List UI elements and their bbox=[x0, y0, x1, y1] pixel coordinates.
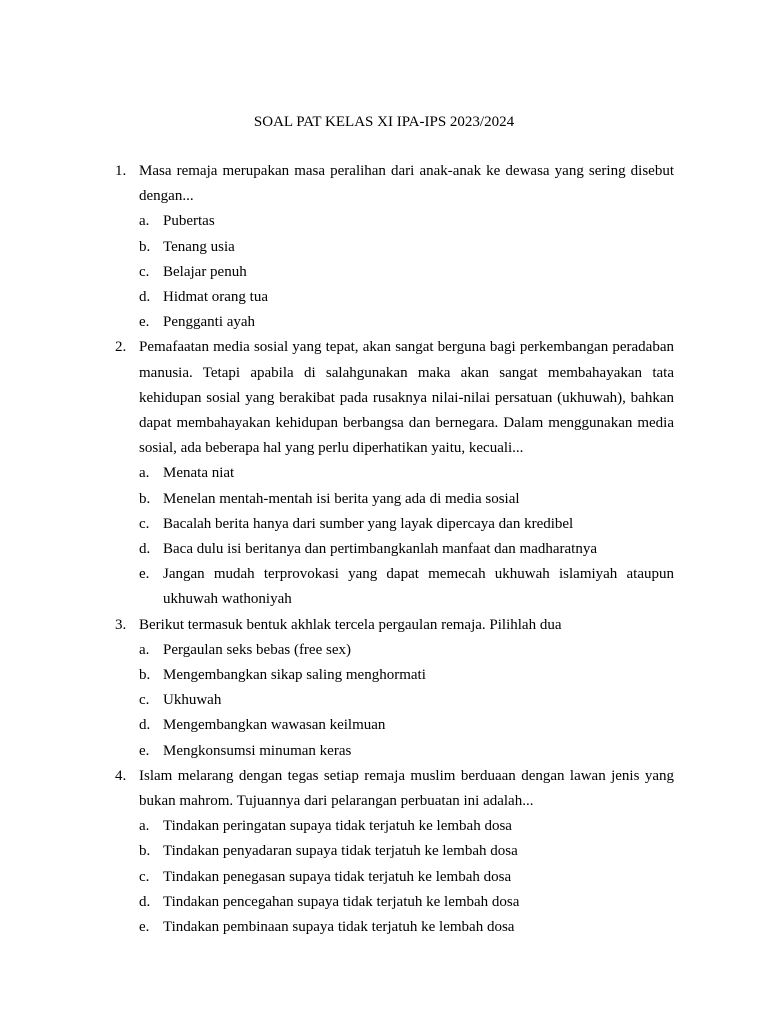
question-number: 2. bbox=[115, 339, 127, 356]
option-text: Tindakan pembinaan supaya tidak terjatuh ke lembah dosa bbox=[163, 919, 515, 936]
option-a bbox=[139, 638, 674, 663]
option-d bbox=[139, 890, 674, 915]
option-e bbox=[139, 915, 674, 940]
option-text: Menelan mentah-mentah isi berita yang ada di media sosial bbox=[163, 490, 520, 507]
option-letter: e. bbox=[139, 742, 150, 759]
option-text: Tenang usia bbox=[163, 238, 235, 255]
question-2 bbox=[115, 335, 674, 612]
question-number: 4. bbox=[115, 767, 127, 784]
option-text: Tindakan peringatan supaya tidak terjatuh ke lembah dosa bbox=[163, 818, 512, 835]
option-text: Mengembangkan sikap saling menghormati bbox=[163, 667, 426, 684]
option-e bbox=[139, 562, 674, 612]
option-letter: b. bbox=[139, 490, 151, 507]
question-number: 3. bbox=[115, 616, 127, 633]
option-text: Mengembangkan wawasan keilmuan bbox=[163, 717, 386, 734]
option-letter: d. bbox=[139, 893, 151, 910]
option-a bbox=[139, 814, 674, 839]
option-b bbox=[139, 235, 674, 260]
option-text: Jangan mudah terprovokasi yang dapat memecah ukhuwah islamiyah ataupun ukhuwah wathoniyah bbox=[163, 566, 674, 608]
question-text: Pemafaatan media sosial yang tepat, akan sangat berguna bagi perkembangan peradaban manusia. Tetapi apabila di salahgunakan maka akan sangat membahayakan tata kehidupan sosial yang berakibat pada rusaknya nilai-nilai persatuan (ukhuwah), bahkan dapat membahayakan kehidupan berbangsa dan bernegara. Dalam menggunakan media sosial, ada beberapa hal yang perlu diperhatikan yaitu, kecuali... bbox=[139, 339, 674, 457]
option-text: Hidmat orang tua bbox=[163, 289, 268, 306]
option-c bbox=[139, 512, 674, 537]
option-letter: a. bbox=[139, 641, 150, 658]
option-list bbox=[139, 638, 674, 764]
question-1 bbox=[115, 159, 674, 335]
option-letter: a. bbox=[139, 818, 150, 835]
option-text: Baca dulu isi beritanya dan pertimbangkanlah manfaat dan madharatnya bbox=[163, 541, 597, 558]
option-text: Mengkonsumsi minuman keras bbox=[163, 742, 352, 759]
option-letter: c. bbox=[139, 515, 150, 532]
option-text: Pubertas bbox=[163, 213, 215, 230]
option-text: Menata niat bbox=[163, 465, 235, 482]
option-d bbox=[139, 713, 674, 738]
option-letter: b. bbox=[139, 667, 151, 684]
option-c bbox=[139, 260, 674, 285]
option-letter: e. bbox=[139, 566, 150, 583]
option-letter: e. bbox=[139, 314, 150, 331]
option-letter: d. bbox=[139, 717, 151, 734]
option-list bbox=[139, 814, 674, 940]
question-text: Berikut termasuk bentuk akhlak tercela pergaulan remaja. Pilihlah dua bbox=[139, 616, 562, 633]
question-number: 1. bbox=[115, 163, 127, 179]
option-b bbox=[139, 839, 674, 864]
option-text: Bacalah berita hanya dari sumber yang layak dipercaya dan kredibel bbox=[163, 515, 574, 532]
option-letter: c. bbox=[139, 692, 150, 709]
option-a bbox=[139, 209, 674, 234]
option-text: Tindakan penyadaran supaya tidak terjatuh ke lembah dosa bbox=[163, 843, 518, 860]
option-letter: c. bbox=[139, 868, 150, 885]
option-e bbox=[139, 310, 674, 335]
option-letter: e. bbox=[139, 919, 150, 936]
option-letter: b. bbox=[139, 238, 151, 255]
question-text: Masa remaja merupakan masa peralihan dari anak-anak ke dewasa yang sering disebut dengan... bbox=[139, 163, 674, 205]
option-text: Tindakan pencegahan supaya tidak terjatuh ke lembah dosa bbox=[163, 893, 520, 910]
option-text: Belajar penuh bbox=[163, 263, 247, 280]
question-list bbox=[115, 159, 674, 940]
option-d bbox=[139, 285, 674, 310]
option-letter: d. bbox=[139, 541, 151, 558]
option-letter: a. bbox=[139, 465, 150, 482]
option-e bbox=[139, 739, 674, 764]
option-text: Pengganti ayah bbox=[163, 314, 256, 331]
option-text: Ukhuwah bbox=[163, 692, 222, 709]
option-letter: b. bbox=[139, 843, 151, 860]
option-a bbox=[139, 461, 674, 486]
option-d bbox=[139, 537, 674, 562]
option-b bbox=[139, 663, 674, 688]
question-4 bbox=[115, 764, 674, 940]
question-3 bbox=[115, 613, 674, 764]
option-b bbox=[139, 487, 674, 512]
option-letter: d. bbox=[139, 289, 151, 306]
page-title: SOAL PAT KELAS XI IPA-IPS 2023/2024 bbox=[253, 114, 515, 130]
option-list bbox=[139, 209, 674, 335]
option-list bbox=[139, 461, 674, 612]
option-text: Tindakan penegasan supaya tidak terjatuh ke lembah dosa bbox=[163, 868, 512, 885]
question-text: Islam melarang dengan tegas setiap remaja muslim berduaan dengan lawan jenis yang bukan mahrom. Tujuannya dari pelarangan perbuatan ini adalah... bbox=[139, 767, 674, 810]
option-text: Pergaulan seks bebas (free sex) bbox=[163, 641, 351, 658]
option-letter: c. bbox=[139, 263, 150, 280]
option-c bbox=[139, 688, 674, 713]
option-c bbox=[139, 865, 674, 890]
option-letter: a. bbox=[139, 213, 150, 230]
